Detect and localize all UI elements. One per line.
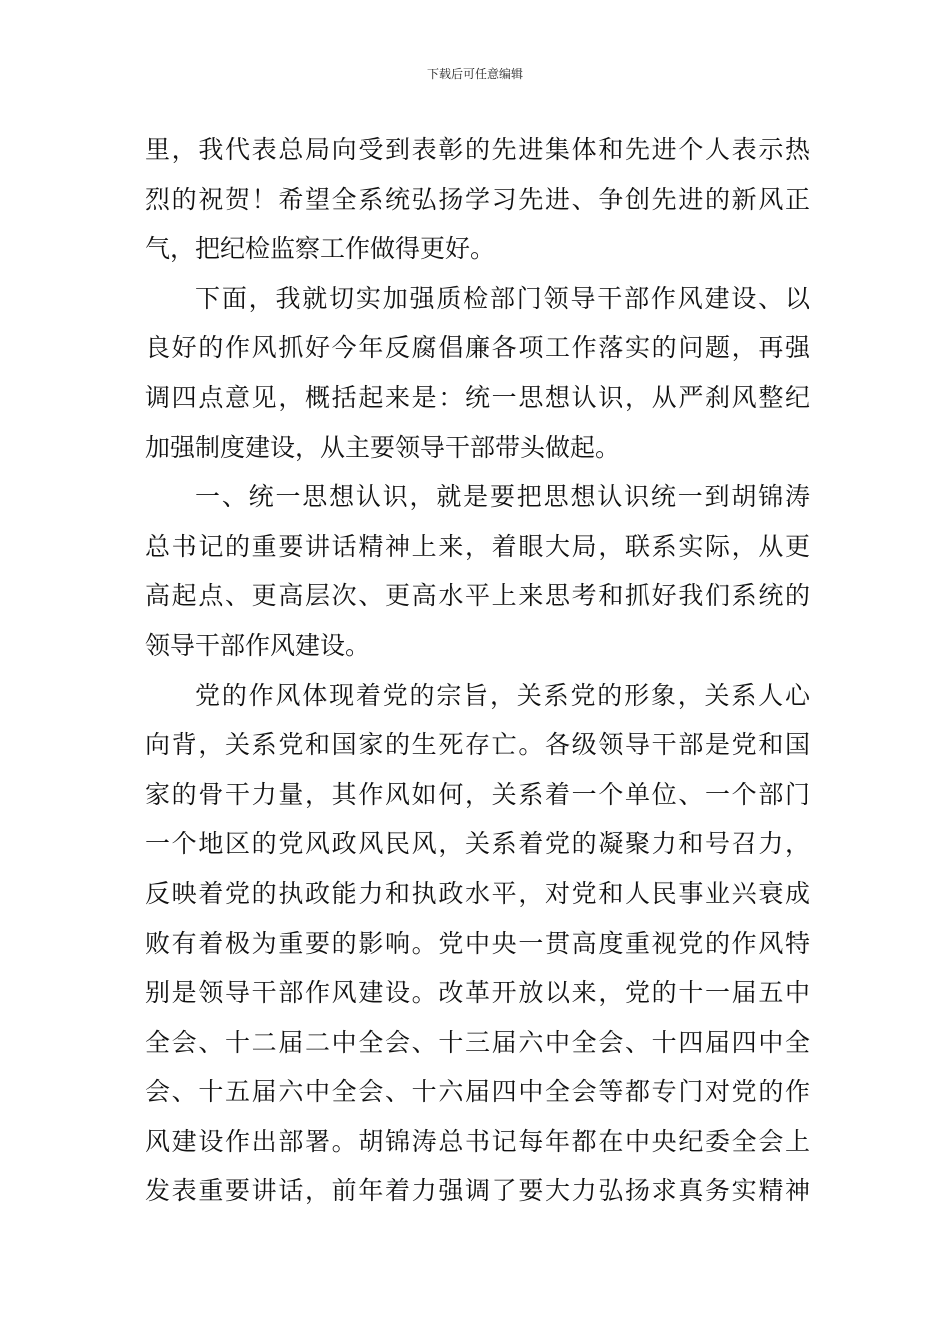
text-line: 反映着党的执政能力和执政水平，对党和人民事业兴衰成	[145, 878, 810, 908]
text-line: 下面，我就切实加强质检部门领导干部作风建设、以	[195, 283, 810, 313]
text-line: 败有着极为重要的影响。党中央一贯高度重视党的作风特	[145, 928, 810, 958]
text-line: 向背，关系党和国家的生死存亡。各级领导干部是党和国	[145, 730, 810, 760]
text-line: 别是领导干部作风建设。改革开放以来，党的十一届五中	[145, 978, 810, 1008]
text-line: 一个地区的党风政风民风，关系着党的凝聚力和号召力，	[145, 829, 810, 859]
text-line: 烈的祝贺！希望全系统弘扬学习先进、争创先进的新风正	[145, 184, 810, 214]
text-line: 党的作风体现着党的宗旨，关系党的形象，关系人心	[195, 680, 810, 710]
text-line: 加强制度建设，从主要领导干部带头做起。	[145, 432, 621, 462]
document-body	[145, 125, 810, 1216]
page-header: 下载后可任意编辑	[426, 67, 523, 81]
text-line: 一、统一思想认识，就是要把思想认识统一到胡锦涛	[195, 482, 810, 512]
text-line: 里，我代表总局向受到表彰的先进集体和先进个人表示热	[145, 135, 810, 164]
text-line: 总书记的重要讲话精神上来，着眼大局，联系实际，从更	[145, 531, 810, 561]
text-line: 发表重要讲话，前年着力强调了要大力弘扬求真务实精神	[145, 1176, 810, 1206]
text-line: 风建设作出部署。胡锦涛总书记每年都在中央纪委全会上	[145, 1126, 810, 1156]
text-line: 全会、十二届二中全会、十三届六中全会、十四届四中全	[145, 1027, 810, 1057]
text-line: 气，把纪检监察工作做得更好。	[145, 234, 496, 264]
text-line: 良好的作风抓好今年反腐倡廉各项工作落实的问题，再强	[145, 333, 810, 363]
text-line: 高起点、更高层次、更高水平上来思考和抓好我们系统的	[145, 581, 810, 611]
text-line: 家的骨干力量，其作风如何，关系着一个单位、一个部门	[145, 779, 810, 809]
text-line: 调四点意见，概括起来是：统一思想认识，从严刹风整纪	[145, 382, 810, 412]
text-line: 会、十五届六中全会、十六届四中全会等都专门对党的作	[145, 1077, 810, 1107]
text-line: 领导干部作风建设。	[145, 630, 371, 660]
